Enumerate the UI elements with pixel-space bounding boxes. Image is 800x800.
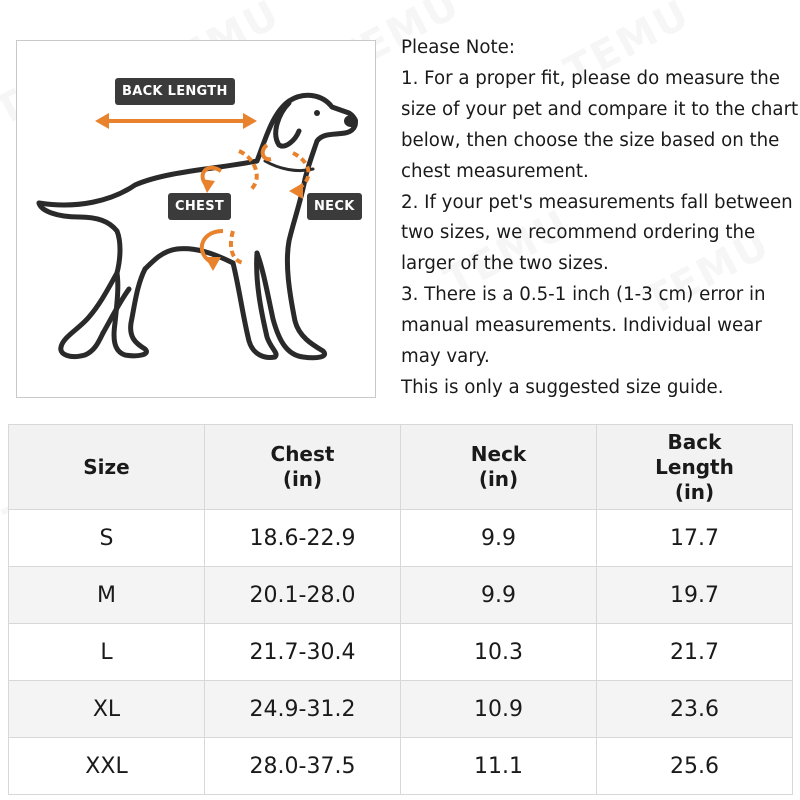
cell-size: XL	[9, 681, 205, 738]
cell-back-length: 17.7	[597, 510, 793, 567]
header-size: Size	[9, 425, 205, 510]
header-chest: Chest (in)	[205, 425, 401, 510]
notes-line: This is only a suggested size guide.	[401, 376, 724, 398]
cell-neck: 11.1	[401, 738, 597, 795]
header-back-length: Back Length (in)	[597, 425, 793, 510]
cell-neck: 10.3	[401, 624, 597, 681]
table-row	[9, 624, 793, 681]
notes-line: 3. There is a 0.5-1 inch (1-3 cm) error in	[401, 284, 766, 306]
header-neck: Neck (in)	[401, 425, 597, 510]
table-row	[9, 681, 793, 738]
notes-line: manual measurements. Individual wear	[401, 315, 762, 337]
neck-measure-loop	[263, 145, 309, 189]
dog-eye-icon	[314, 110, 320, 116]
notes-line: size of your pet and compare it to the chart	[401, 98, 799, 120]
size-notes	[401, 33, 799, 404]
cell-chest: 24.9-31.2	[205, 681, 401, 738]
cell-neck: 10.9	[401, 681, 597, 738]
notes-line: below, then choose the size based on the	[401, 129, 780, 151]
cell-chest: 20.1-28.0	[205, 567, 401, 624]
back-length-arrow	[95, 113, 257, 129]
cell-back-length: 23.6	[597, 681, 793, 738]
notes-line: may vary.	[401, 346, 490, 368]
cell-back-length: 21.7	[597, 624, 793, 681]
notes-line: 1. For a proper fit, please do measure the	[401, 67, 780, 89]
cell-size: XXL	[9, 738, 205, 795]
neck-label: NECK	[307, 193, 362, 220]
notes-line: 2. If your pet's measurements fall between	[401, 191, 793, 213]
notes-line: Please Note:	[401, 37, 515, 58]
cell-size: L	[9, 624, 205, 681]
table-row	[9, 567, 793, 624]
table-header-row	[9, 425, 793, 510]
table-row	[9, 738, 793, 795]
cell-neck: 9.9	[401, 567, 597, 624]
cell-size: M	[9, 567, 205, 624]
cell-neck: 9.9	[401, 510, 597, 567]
table-row	[9, 510, 793, 567]
cell-chest: 18.6-22.9	[205, 510, 401, 567]
size-chart-table	[8, 424, 793, 795]
cell-size: S	[9, 510, 205, 567]
cell-chest: 21.7-30.4	[205, 624, 401, 681]
notes-line: larger of the two sizes.	[401, 253, 609, 275]
dog-nose-icon	[344, 115, 358, 127]
back-length-label: BACK LENGTH	[115, 78, 235, 105]
chest-label: CHEST	[168, 193, 231, 220]
cell-back-length: 25.6	[597, 738, 793, 795]
cell-back-length: 19.7	[597, 567, 793, 624]
cell-chest: 28.0-37.5	[205, 738, 401, 795]
notes-line: chest measurement.	[401, 160, 589, 182]
notes-line: two sizes, we recommend ordering the	[401, 222, 756, 244]
measurement-diagram	[16, 40, 376, 398]
